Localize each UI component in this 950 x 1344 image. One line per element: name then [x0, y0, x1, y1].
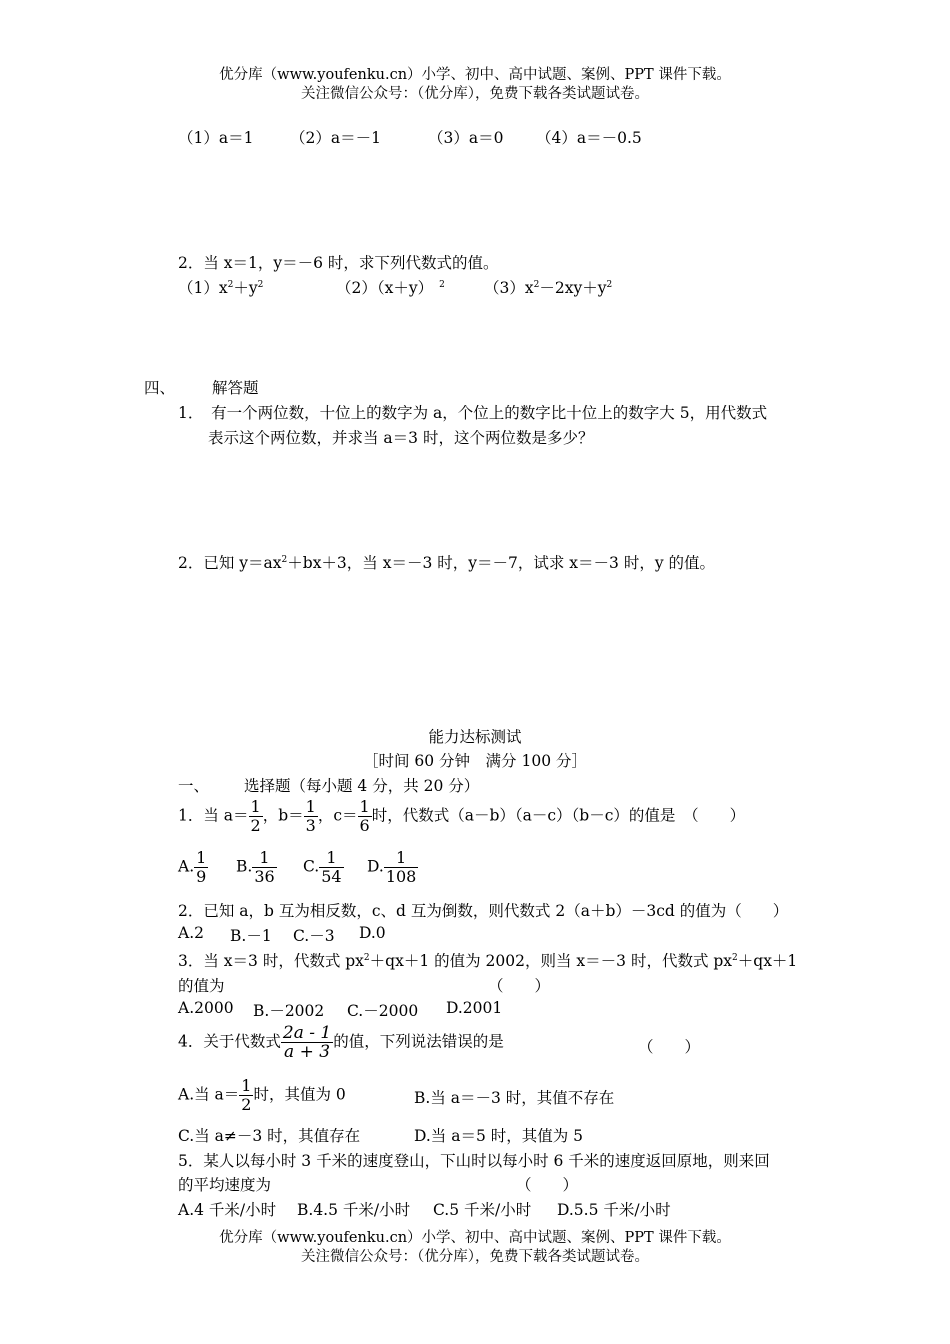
sec4-q1-line1: 1． 有一个两位数，十位上的数字为 a，个位上的数字比十位上的数字大 5，用代数式 — [178, 404, 768, 422]
test-q2-option-b: B.－1 — [230, 927, 272, 945]
part1-number: 一、 — [178, 777, 210, 795]
test-title: 能力达标测试 — [428, 728, 522, 746]
sec3-q2-part-2: （2）（x＋y） $^2$ — [336, 279, 445, 297]
test-q3-option-a: A.2000 — [178, 999, 234, 1017]
test-q3-option-b: B.－2002 — [253, 1002, 325, 1020]
header-line-1: 优分库（www.youfenku.cn）小学、初中、高中试题、案例、PPT 课件下载。 — [219, 67, 731, 83]
test-q5-answer-paren: （ ） — [516, 1176, 579, 1194]
test-q5-option-d: D.5.5 千米/小时 — [557, 1201, 671, 1219]
test-q5-line2: 的平均速度为 — [178, 1176, 272, 1194]
test-q4-stem: 4．关于代数式 $\frac{2a - 1}{a + 3}$ 的值，下列说法错误的是 — [178, 1023, 504, 1062]
q1-option-1: （1）a＝1 — [178, 129, 254, 147]
sec4-title: 解答题 — [212, 379, 259, 397]
sec3-q2-stem: 2．当 x＝1，y＝－6 时，求下列代数式的值。 — [178, 254, 499, 272]
footer-line-2: 关注微信公众号：（优分库），免费下载各类试题试卷。 — [301, 1249, 649, 1265]
test-q4-option-a: A.当 a＝ $\frac{1}{2}$ 时，其值为 0 — [178, 1076, 346, 1114]
test-q4-option-d: D.当 a＝5 时，其值为 5 — [414, 1127, 584, 1145]
q1-option-4: （4）a＝－0.5 — [536, 129, 642, 147]
sec4-q2: 2．已知 $y=ax^2+bx+3$，当 x＝－3 时，y＝－7，试求 x＝－3 时，y 的值。 — [178, 554, 716, 572]
sec3-q2-part-1: $(1)x^2+y^2$ — [178, 279, 264, 297]
test-q5-line1: 5．某人以每小时 3 千米的速度登山，下山时以每小时 6 千米的速度返回原地，则来回 — [178, 1152, 770, 1170]
q1-option-3: （3）a＝0 — [428, 129, 504, 147]
test-q1-option-a: A. $\frac{1}{9}$ — [178, 848, 207, 886]
test-q4-option-b: B.当 a＝－3 时，其值不存在 — [414, 1089, 615, 1107]
test-q3-option-d: D.2001 — [446, 999, 503, 1017]
test-q3-line2: 的值为 — [178, 977, 225, 995]
test-q5-option-c: C.5 千米/小时 — [433, 1201, 532, 1219]
test-q5-option-b: B.4.5 千米/小时 — [297, 1201, 411, 1219]
test-q4-option-c: C.当 a≠－3 时，其值存在 — [178, 1127, 361, 1145]
q1-option-2: （2）a＝－1 — [290, 129, 381, 147]
sec3-q2-part-3: $(3)x^2-2xy+y^2$ — [484, 279, 613, 297]
test-q1-option-c: C. $\frac{1}{54}$ — [303, 848, 342, 886]
test-q3-option-c: C.－2000 — [347, 1002, 419, 1020]
test-q2-option-c: C.－3 — [293, 927, 335, 945]
part1-title: 选择题（每小题 4 分，共 20 分） — [244, 777, 480, 795]
test-q1-option-b: B. $\frac{1}{36}$ — [236, 848, 275, 886]
test-q5-option-a: A.4 千米/小时 — [178, 1201, 277, 1219]
test-q2-option-d: D.0 — [359, 924, 386, 942]
test-subtitle: ［时间 60 分钟 满分 100 分］ — [362, 752, 588, 770]
footer-line-1: 优分库（www.youfenku.cn）小学、初中、高中试题、案例、PPT 课件下载。 — [219, 1230, 731, 1246]
sec4-number: 四、 — [144, 379, 176, 397]
test-q2-stem: 2．已知 a，b 互为相反数，c、d 互为倒数，则代数式 2（a＋b）－3cd 的值为（ ） — [178, 902, 789, 920]
header-line-2: 关注微信公众号：（优分库），免费下载各类试题试卷。 — [301, 86, 649, 102]
test-q3-answer-paren: （ ） — [488, 977, 551, 995]
test-q1-option-d: D. $\frac{1}{108}$ — [367, 848, 417, 886]
test-q2-option-a: A.2 — [178, 924, 204, 942]
test-q3-line1: 3．当 x＝3 时，代数式 $px^2+qx+1$ 的值为 2002，则当 x＝－3 时，代数式 $px^2+qx+1$ — [178, 952, 798, 970]
sec4-q1-line2: 表示这个两位数，并求当 a＝3 时，这个两位数是多少？ — [208, 429, 594, 447]
test-q1: 1．当 a＝ $\frac{1}{2}$ ，b＝ $\frac{1}{3}$ ，c＝ $\frac{1}{6}$ 时，代数式（a－b）（a－c）（b－c）的值是 （ ） — [178, 797, 746, 835]
test-q4-answer-paren: （ ） — [638, 1038, 701, 1056]
